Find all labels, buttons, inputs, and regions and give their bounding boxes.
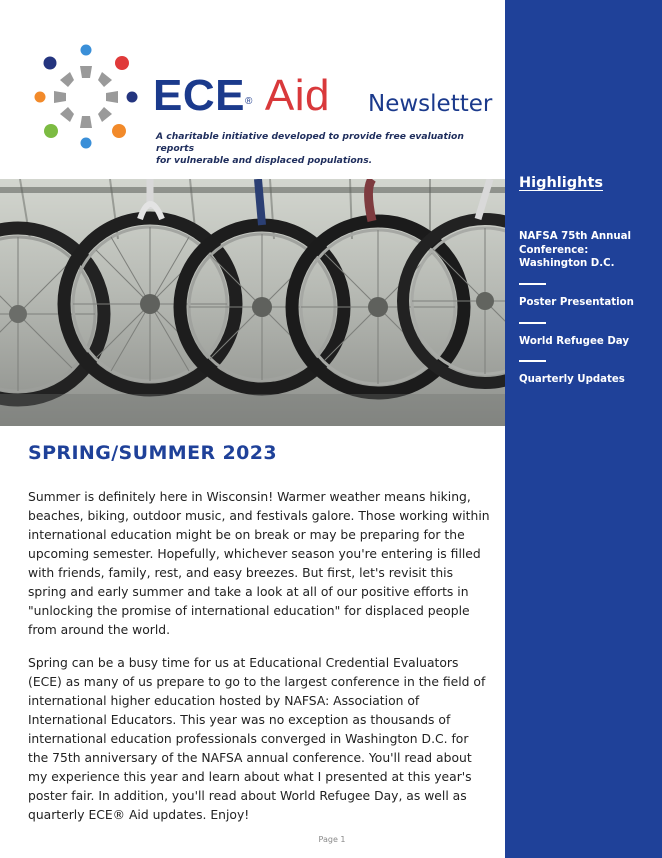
ece-aid-logo-icon — [30, 42, 142, 152]
logo-arrow-top — [80, 66, 92, 78]
season-title: SPRING/SUMMER 2023 — [28, 442, 277, 464]
bicycles-photo — [0, 179, 505, 426]
logo-dot-top-right — [115, 56, 129, 70]
tagline — [156, 131, 501, 167]
brand-aid: Aid — [264, 71, 330, 120]
logo-arrow-left — [54, 91, 66, 103]
logo-arrow-top-left — [60, 72, 74, 87]
highlight-world-refugee-day[interactable]: World Refugee Day — [519, 336, 629, 347]
page-number: Page 1 — [318, 835, 346, 844]
highlight-divider — [519, 283, 546, 285]
logo-arrow-bottom — [80, 116, 92, 128]
brand-wordmark — [153, 72, 330, 120]
highlight-nafsa-conference[interactable]: NAFSA 75th Annual Conference: Washington D.C. — [519, 231, 631, 269]
logo-dot-bottom — [81, 138, 92, 149]
logo-arrow-right — [106, 91, 118, 103]
highlight-divider — [519, 360, 546, 362]
logo-dot-left — [35, 92, 46, 103]
nafsa-paragraph: Spring can be a busy time for us at Educational Credential Evaluators (ECE) as many of us prepare to go to the largest conference in the field of international higher education hosted by NAFSA: Association of International Educators. This year was no exception as thousands of international education professionals converged in Washington D.C. for the 75th anniversary of the NAFSA annual conference. You'll read about my experience this year and learn about what I presented at this year's poster fair. In addition, you'll read about World Refugee Day, as well as quarterly ECE® Aid updates. Enjoy! — [28, 656, 486, 822]
logo-arrow-top-right — [98, 72, 112, 87]
logo-dot-bottom-right — [112, 124, 126, 138]
highlight-divider — [519, 322, 546, 324]
logo-dot-right — [127, 92, 138, 103]
highlight-quarterly-updates[interactable]: Quarterly Updates — [519, 374, 625, 385]
brand-ece: ECE — [153, 71, 245, 120]
highlights-sidebar — [505, 0, 662, 858]
newsletter-label: Newsletter — [368, 91, 493, 117]
tagline-line-2: for vulnerable and displaced populations. — [156, 155, 373, 166]
logo-arrow-bottom-left — [60, 107, 74, 122]
bicycles-photo-icon — [0, 179, 505, 426]
intro-paragraph: Summer is definitely here in Wisconsin! Warmer weather means hiking, beaches, biking, outdoor music, and festivals galore. Those working within international education might be on break or may be preparing for the upcoming semester. Hopefully, whichever season you're entering is filled with friends, family, rest, and easy breezes. But first, let's revisit this spring and early summer and take a look at all of our positive efforts in "unlocking the promise of international education" for displaced people from around the world. — [28, 490, 490, 637]
tagline-line-1: A charitable initiative developed to provide free evaluation reports — [156, 131, 464, 154]
brand-registered-mark: ® — [244, 96, 253, 107]
highlight-poster-presentation[interactable]: Poster Presentation — [519, 297, 634, 308]
logo-dot-top — [81, 45, 92, 56]
logo-arrow-bottom-right — [98, 107, 112, 122]
logo-dot-top-left — [44, 57, 57, 70]
highlights-title: Highlights — [519, 175, 604, 191]
logo-dot-bottom-left — [44, 124, 58, 138]
